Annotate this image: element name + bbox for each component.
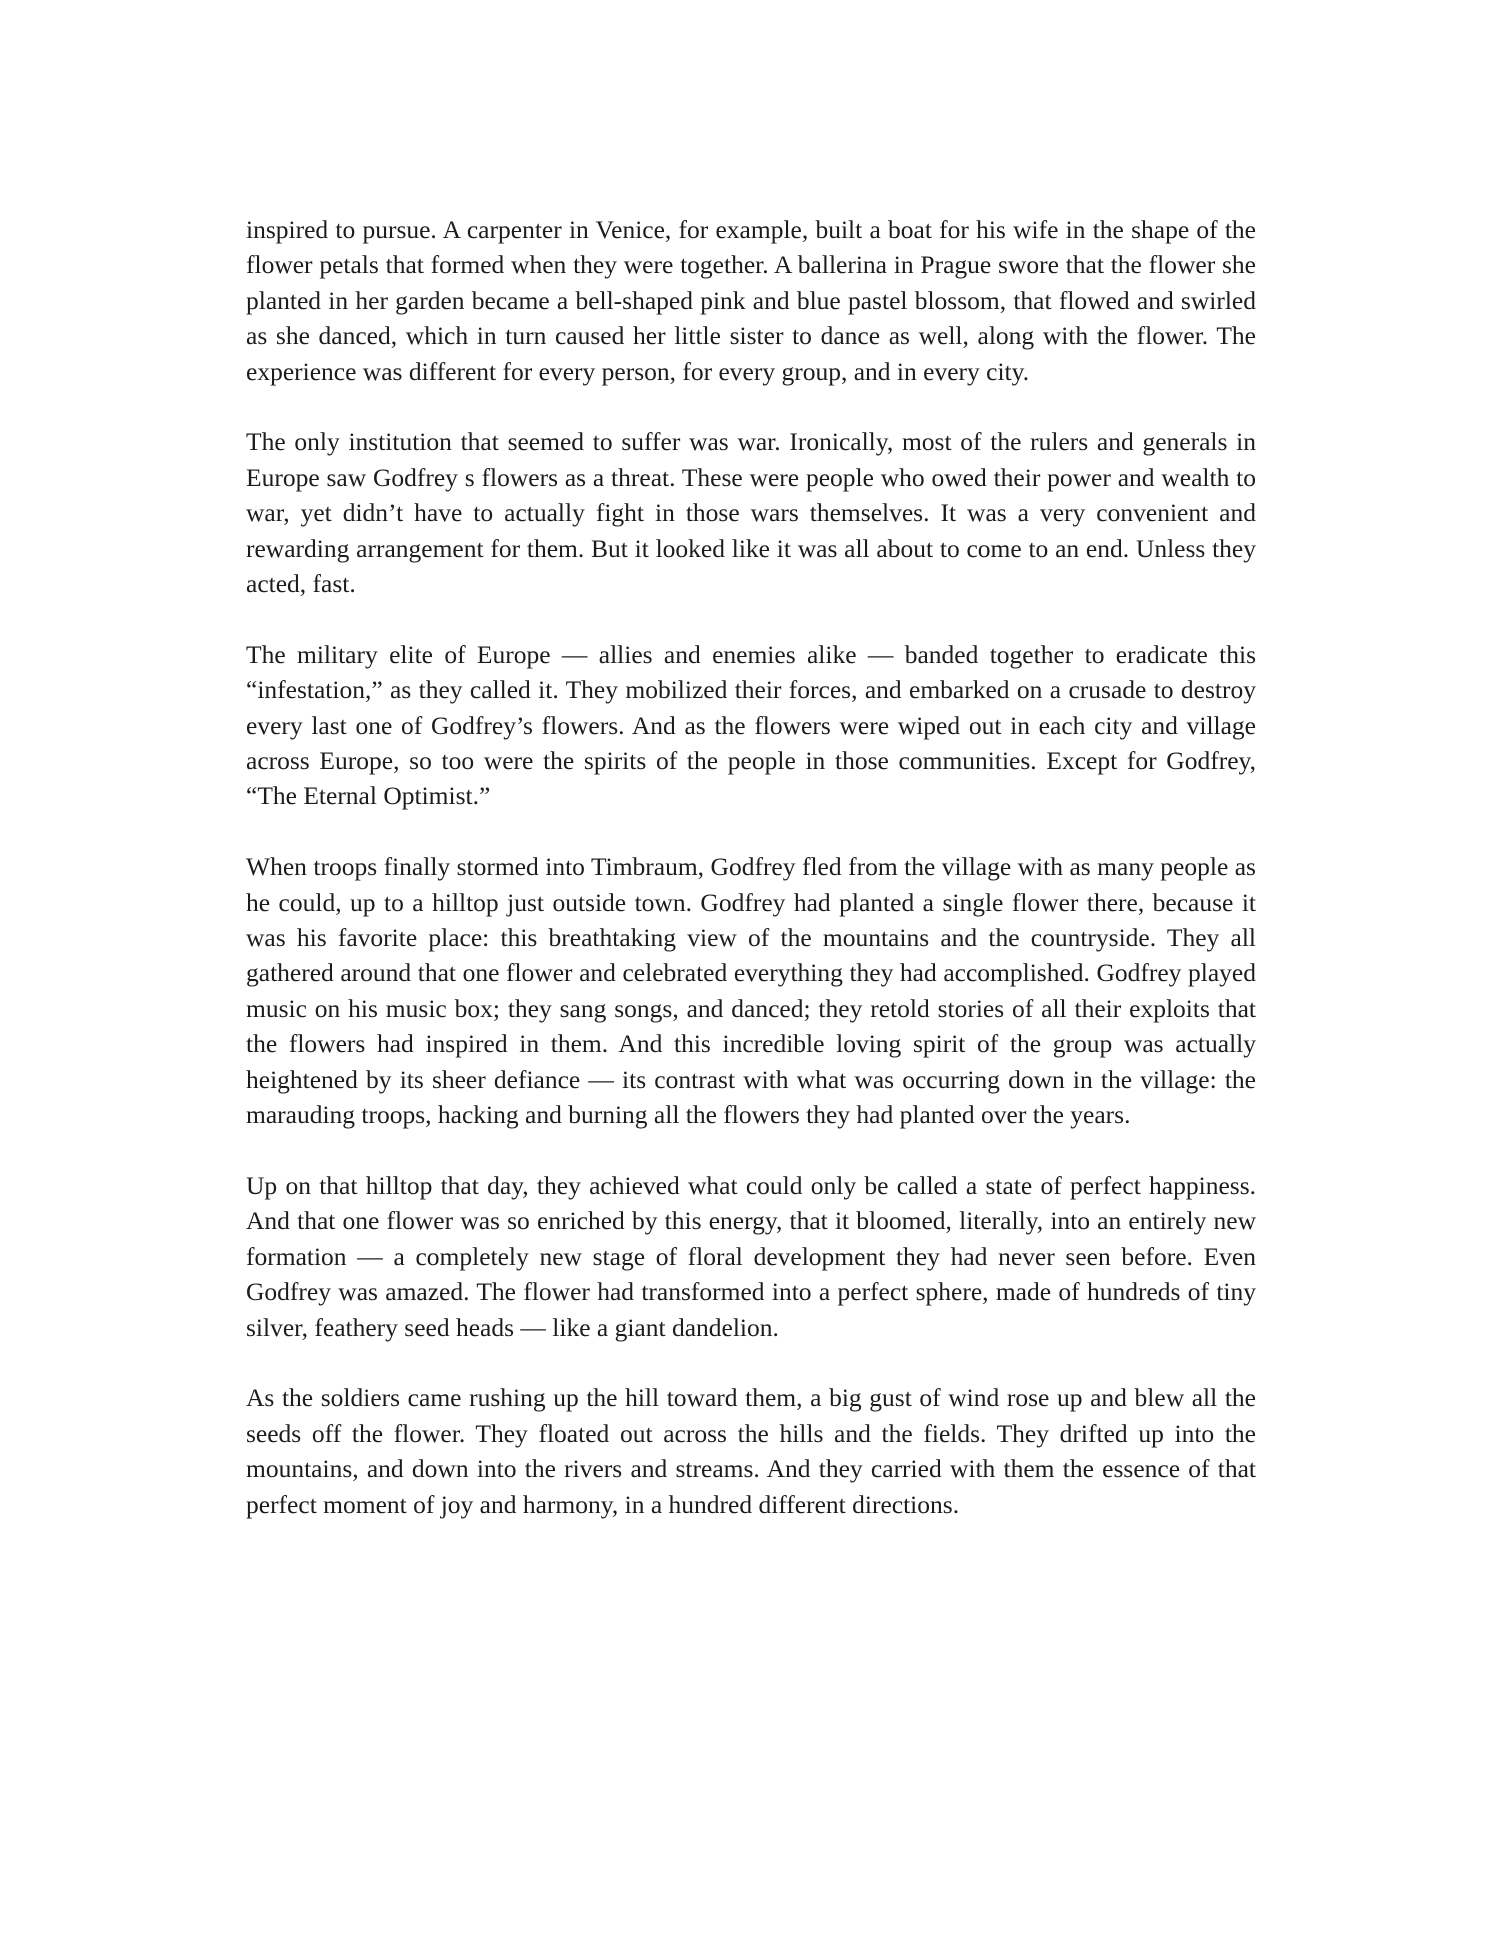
paragraph: When troops finally stormed into Timbraum, Godfrey fled from the village with as many people as he could, up to a hilltop just outside town. Godfrey had planted a single flower there, because it was his favorite place: this breathtaking view of the mountains and the countryside. They all gathered around that one flower and celebrated everything they had accomplished. Godfrey played music on his music box; they sang songs, and danced; they retold stories of all their exploits that the flowers had inspired in them. And this incredible loving spirit of the group was actually heightened by its sheer defiance — its contrast with what was occurring down in the village: the marauding troops, hacking and burning all the flowers they had planted over the years.	[246, 852, 1256, 1130]
paragraph: The military elite of Europe — allies and enemies alike — banded together to eradicate this “infestation,” as they called it. They mobilized their forces, and embarked on a crusade to destroy every last one of Godfrey’s flowers. And as the flowers were wiped out in each city and village across Europe, so too were the spirits of the people in those communities. Except for Godfrey, “The Eternal Optimist.”	[246, 639, 1256, 811]
document-page	[246, 212, 1256, 1522]
paragraph: inspired to pursue. A carpenter in Venice, for example, built a boat for his wife in the shape of the flower petals that formed when they were together. A ballerina in Prague swore that the flower she planted in her garden became a bell-shaped pink and blue pastel blossom, that flowed and swirled as she danced, which in turn caused her little sister to dance as well, along with the flower. The experience was different for every person, for every group, and in every city.	[246, 215, 1256, 386]
paragraph: The only institution that seemed to suffer was war. Ironically, most of the rulers and generals in Europe saw Godfrey s flowers as a threat. These were people who owed their power and wealth to war, yet didn’t have to actually fight in those wars themselves. It was a very convenient and rewarding arrangement for them. But it looked like it was all about to come to an end. Unless they acted, fast.	[246, 427, 1256, 599]
paragraph: Up on that hilltop that day, they achieved what could only be called a state of perfect happiness. And that one flower was so enriched by this energy, that it bloomed, literally, into an entirely new formation — a completely new stage of floral development they had never seen before. Even Godfrey was amazed. The flower had transformed into a perfect sphere, made of hundreds of tiny silver, feathery seed heads — like a giant dandelion.	[246, 1170, 1256, 1342]
paragraph: As the soldiers came rushing up the hill toward them, a big gust of wind rose up and blew all the seeds off the flower. They floated out across the hills and the fields. They drifted up into the mountains, and down into the rivers and streams. And they carried with them the essence of that perfect moment of joy and harmony, in a hundred different directions.	[246, 1383, 1256, 1519]
